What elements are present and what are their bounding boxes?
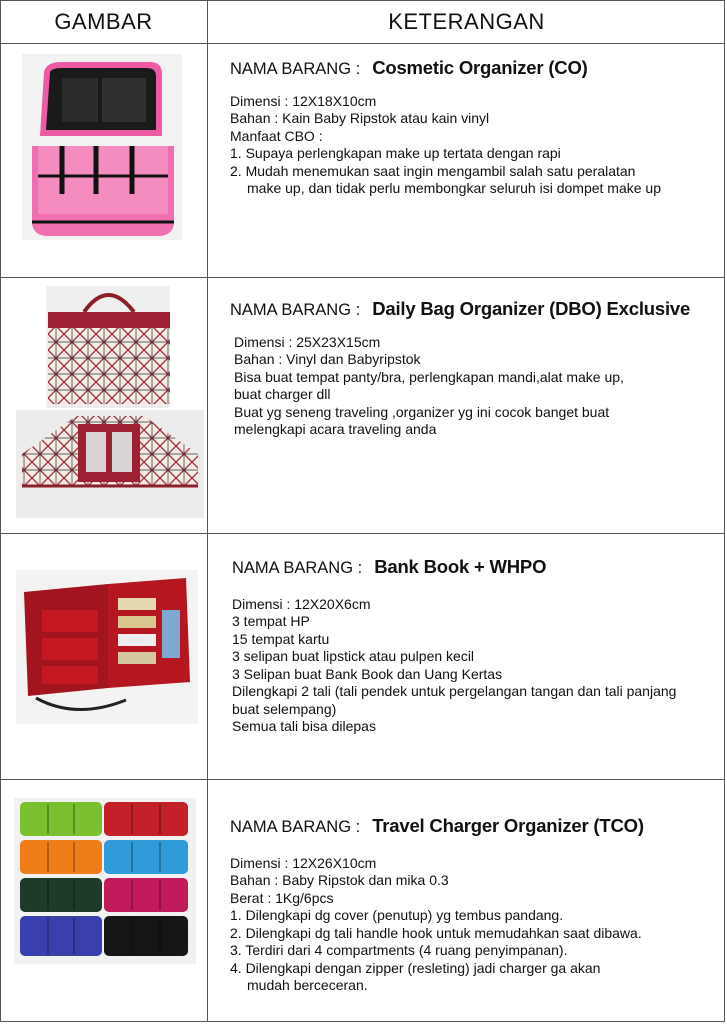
spec-line: 1. Supaya perlengkapan make up tertata dengan rapi — [230, 145, 561, 161]
spec-line: Semua tali bisa dilepas — [232, 718, 376, 734]
product-name-line — [230, 59, 661, 79]
spec-line: 3 selipan buat lipstick atau pulpen kecil — [232, 648, 475, 664]
spec-line: Bahan : Baby Ripstok dan mika 0.3 — [230, 872, 449, 888]
nama-barang-label: NAMA BARANG : — [230, 301, 361, 319]
spec-line: Bahan : Vinyl dan Babyripstok — [234, 351, 421, 367]
spec-line: 3. Terdiri dari 4 compartments (4 ruang penyimpanan). — [230, 942, 568, 958]
product-description — [232, 558, 676, 736]
product-name: Travel Charger Organizer (TCO) — [372, 815, 644, 836]
row-divider — [0, 533, 725, 534]
spec-line: buat charger dll — [234, 386, 331, 402]
product-name-line — [230, 817, 644, 837]
spec-line: 3 Selipan buat Bank Book dan Uang Kertas — [232, 665, 503, 682]
pink-cosmetic-organizer-photo — [22, 54, 182, 240]
spec-line: Dimensi : 25X23X15cm — [234, 333, 381, 350]
header-keterangan: KETERANGAN — [388, 8, 545, 34]
nama-barang-label: NAMA BARANG : — [232, 559, 363, 577]
red-bank-book-wallet-photo — [16, 570, 198, 724]
spec-line: Berat : 1Kg/6pcs — [230, 889, 334, 906]
spec-line: Dimensi : 12X26X10cm — [230, 854, 377, 871]
spec-line: mudah berceceran. — [247, 977, 368, 993]
product-name: Bank Book + WHPO — [374, 556, 547, 577]
spec-line: 2. Mudah menemukan saat ingin mengambil salah satu peralatan — [230, 162, 636, 179]
product-name: Daily Bag Organizer (DBO) Exclusive — [372, 298, 691, 319]
column-divider — [207, 0, 208, 1022]
nama-barang-label: NAMA BARANG : — [230, 60, 361, 78]
spec-line: Bahan : Kain Baby Ripstok atau kain vinyl — [230, 110, 490, 126]
row-divider — [0, 277, 725, 278]
spec-line: 2. Dilengkapi dg tali handle hook untuk memudahkan saat dibawa. — [230, 924, 642, 941]
nama-barang-label: NAMA BARANG : — [230, 818, 361, 836]
spec-line: 15 tempat kartu — [232, 630, 330, 647]
product-description — [230, 59, 661, 198]
spec-line: Bisa buat tempat panty/bra, perlengkapan mandi,alat make up, — [234, 368, 624, 385]
product-description — [230, 817, 644, 995]
spec-line: Dimensi : 12X20X6cm — [232, 595, 371, 612]
product-name: Cosmetic Organizer (CO) — [372, 57, 588, 78]
header-divider — [0, 43, 725, 44]
product-name-line — [230, 300, 690, 320]
plaid-daily-bag-organizer-photo — [16, 286, 204, 518]
header-gambar: GAMBAR — [54, 8, 153, 34]
spec-line: Manfaat CBO : — [230, 127, 323, 144]
row-divider — [0, 779, 725, 780]
spec-line: Dilengkapi 2 tali (tali pendek untuk pergelangan tangan dan tali panjang — [232, 683, 677, 699]
spec-line: 4. Dilengkapi dengan zipper (resleting) jadi charger ga akan — [230, 959, 601, 976]
travel-charger-organizers-photo — [14, 798, 196, 964]
spec-line: make up, dan tidak perlu membongkar seluruh isi dompet make up — [247, 180, 661, 196]
spec-line: Dimensi : 12X18X10cm — [230, 92, 377, 109]
spec-line: 1. Dilengkapi dg cover (penutup) yg tembus pandang. — [230, 907, 564, 923]
spec-line: melengkapi acara traveling anda — [234, 421, 437, 437]
spec-line: buat selempang) — [232, 700, 337, 717]
spec-line: 3 tempat HP — [232, 613, 310, 629]
product-description — [230, 300, 690, 439]
spec-line: Buat yg seneng traveling ,organizer yg ini cocok banget buat — [234, 403, 610, 420]
product-name-line — [232, 558, 676, 578]
